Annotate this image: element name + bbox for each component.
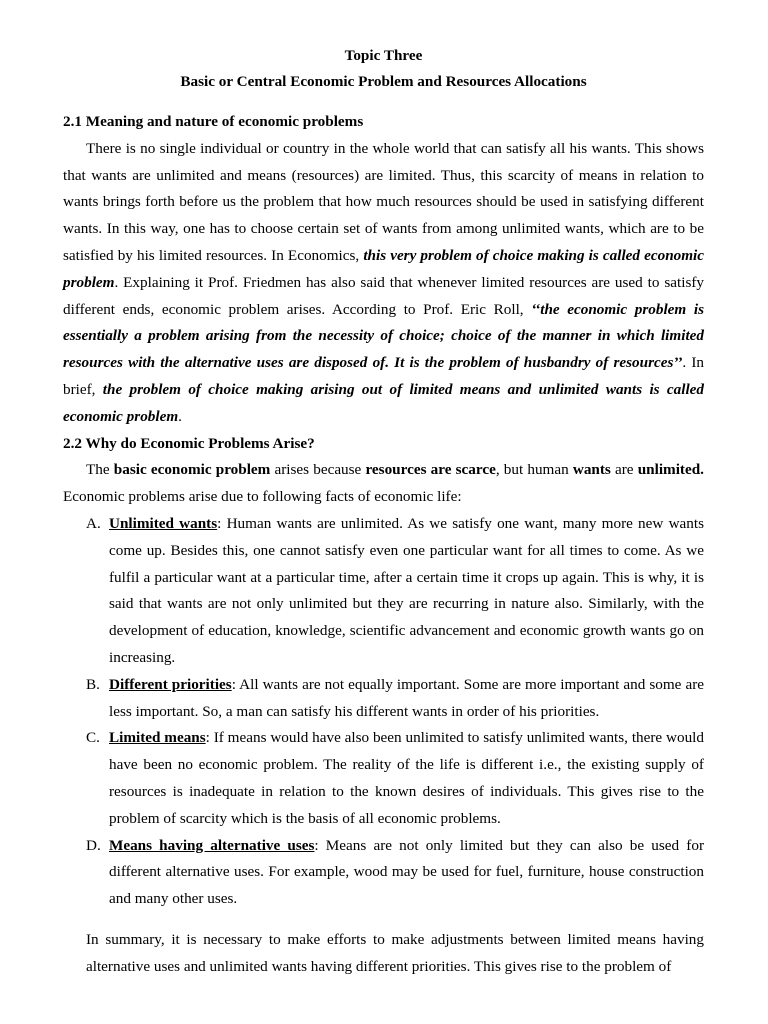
bold-term: unlimited. [637, 461, 704, 479]
emphasis-summary-definition: the problem of choice making arising out of limited means and unlimited wants is called economic problem [63, 380, 704, 425]
emphasis-definition: this very problem of choice making is called economic problem [63, 246, 705, 291]
list-text: : Human wants are unlimited. As we satisfy one want, many more new wants come up. Besides this, one cannot satisfy even one particular want for all times to come. As we fulfil a particular want at a particular time, after a certain time it crops up again. This is why, it is said that wants are not only unlimited but they are recurring in nature also. Similarly, with the development of education, knowledge, scientific advancement and economic growth wants go on increasing. [109, 514, 704, 666]
list-item [63, 511, 704, 672]
text-run: arises because [270, 461, 366, 479]
text-run: The [86, 461, 114, 479]
text-run: Economic problems arise due to following facts of economic life: [63, 488, 462, 506]
bold-term: wants [572, 461, 611, 479]
list-term: Different priorities [109, 675, 232, 693]
text-run: , but human [495, 461, 573, 479]
text-run: . [178, 407, 182, 425]
topic-label: Topic Three [344, 47, 423, 64]
bold-term: resources are scarce [365, 461, 496, 479]
summary-paragraph: In summary, it is necessary to make efforts to make adjustments between limited means having alternative uses and unlimited wants having different priorities. This gives rise to the problem of [86, 930, 704, 975]
list-text: : All wants are not equally important. Some are more important and some are less important. So, a man can satisfy his different wants in order of his priorities. [109, 675, 704, 720]
quote-eric-roll: ‘‘the economic problem is essentially a problem arising from the necessity of choice; choice of the manner in which limited resources with the alternative uses are disposed of. It is the problem of husbandry of resources’’ [63, 300, 704, 372]
list-text: : If means would have also been unlimited to satisfy unlimited wants, there would have been no economic problem. The reality of the life is different i.e., the existing supply of resources is inadequate in relation to the known desires of individuals. This gives rise to the problem of scarcity which is the basis of all economic problems. [109, 729, 704, 827]
list-marker: B. [86, 675, 100, 693]
list-term: Means having alternative uses [109, 836, 315, 854]
bold-term: basic economic problem [113, 461, 271, 479]
list-marker: A. [86, 514, 101, 532]
list-marker: D. [86, 836, 101, 854]
list-marker: C. [86, 729, 100, 747]
section-2-2-intro [63, 457, 704, 511]
reasons-list [63, 511, 704, 913]
list-item [63, 725, 704, 832]
text-run: . Explaining it Prof. Friedmen has also said that whenever limited resources are used to satisfy different ends, economic problem arises. According to Prof. Eric Roll, [63, 273, 704, 318]
text-run: are [610, 461, 638, 479]
text-run: . In brief, [63, 354, 704, 398]
section-heading-2-1: 2.1 Meaning and nature of economic problems [63, 113, 364, 130]
list-item [63, 672, 704, 726]
list-text: : Means are not only limited but they can also be used for different alternative uses. For example, wood may be used for fuel, furniture, house construction and many other uses. [109, 836, 704, 908]
list-term: Unlimited wants [109, 514, 218, 532]
document-title: Basic or Central Economic Problem and Resources Allocations [180, 73, 587, 90]
text-run: There is no single individual or country in the whole world that can satisfy all his wants. This shows that wants are unlimited and means (resources) are limited. Thus, this scarcity of means in relation to wants brings forth before us the problem that how much resources should be used in satisfying different wants. In this way, one has to choose certain set of wants from among unlimited wants, which are to be satisfied by his limited resources. In Economics, [63, 139, 704, 264]
list-term: Limited means [109, 729, 206, 747]
section-heading-2-2: 2.2 Why do Economic Problems Arise? [63, 434, 315, 452]
section-2-1-paragraph [63, 136, 704, 431]
document-page [63, 43, 704, 981]
list-item [63, 833, 704, 913]
